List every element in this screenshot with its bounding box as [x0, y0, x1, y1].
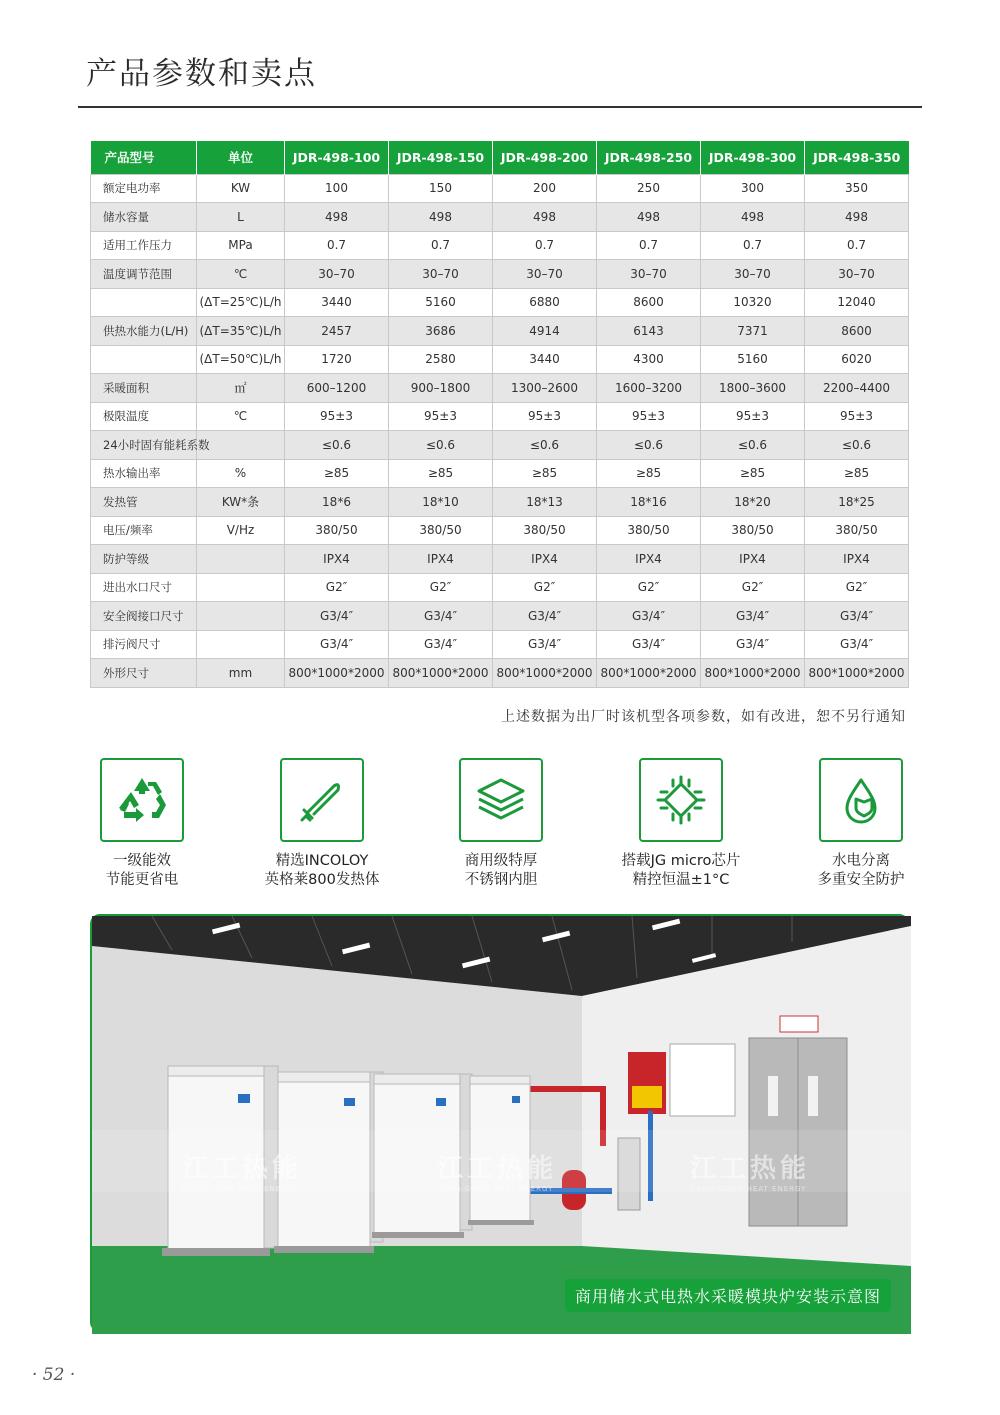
value-cell: 498	[597, 203, 701, 232]
value-cell: ≥85	[493, 459, 597, 488]
value-cell: G3/4″	[805, 630, 909, 659]
value-cell: 18*13	[493, 488, 597, 517]
param-name-cell: 安全阀接口尺寸	[91, 602, 197, 631]
value-cell: 800*1000*2000	[493, 659, 597, 688]
feature-sublabel: 英格莱800发热体	[264, 872, 380, 888]
value-cell: 6020	[805, 345, 909, 374]
unit-cell: ℃	[197, 402, 285, 431]
value-cell: 30–70	[597, 260, 701, 289]
value-cell: ≤0.6	[597, 431, 701, 460]
value-cell: ≤0.6	[701, 431, 805, 460]
value-cell: 95±3	[597, 402, 701, 431]
param-name-cell: 发热管	[91, 488, 197, 517]
value-cell: 95±3	[805, 402, 909, 431]
brand-watermark: 江工热能 JIANG GONG HEAT ENERGY	[182, 1154, 303, 1193]
unit-cell	[197, 602, 285, 631]
header-model-250: JDR-498-250	[597, 141, 701, 174]
table-row	[91, 545, 909, 574]
table-row	[91, 402, 909, 431]
heating-element-icon	[280, 758, 364, 842]
param-name-cell: 温度调节范围	[91, 260, 197, 289]
value-cell: G3/4″	[493, 602, 597, 631]
installation-photo	[90, 914, 909, 1332]
value-cell: ≥85	[389, 459, 493, 488]
table-row	[91, 516, 909, 545]
value-cell: 1800–3600	[701, 374, 805, 403]
feature-sublabel: 节能更省电	[105, 872, 179, 888]
header-model-150: JDR-498-150	[389, 141, 493, 174]
unit-cell: (ΔT=50℃)L/h	[197, 345, 285, 374]
value-cell: 30–70	[493, 260, 597, 289]
value-cell: 95±3	[389, 402, 493, 431]
param-name-cell: 适用工作压力	[91, 231, 197, 260]
value-cell: 5160	[701, 345, 805, 374]
param-name-cell: 进出水口尺寸	[91, 573, 197, 602]
value-cell: ≤0.6	[805, 431, 909, 460]
value-cell: 95±3	[493, 402, 597, 431]
value-cell: 800*1000*2000	[805, 659, 909, 688]
value-cell: 380/50	[493, 516, 597, 545]
value-cell: G2″	[389, 573, 493, 602]
header-model: 产品型号	[91, 141, 197, 174]
value-cell: ≥85	[805, 459, 909, 488]
value-cell: ≤0.6	[389, 431, 493, 460]
value-cell: ≥85	[597, 459, 701, 488]
value-cell: G3/4″	[389, 630, 493, 659]
value-cell: G3/4″	[701, 602, 805, 631]
page-number: · 52 ·	[32, 1365, 76, 1385]
header-model-100: JDR-498-100	[285, 141, 389, 174]
value-cell: 3440	[493, 345, 597, 374]
value-cell: 498	[493, 203, 597, 232]
value-cell: 0.7	[805, 231, 909, 260]
table-row	[91, 260, 909, 289]
feature-sublabel: 多重安全防护	[817, 872, 905, 888]
value-cell: 380/50	[389, 516, 493, 545]
header-model-350: JDR-498-350	[805, 141, 909, 174]
table-row	[91, 203, 909, 232]
feature-micro-chip	[601, 758, 761, 890]
value-cell: 4300	[597, 345, 701, 374]
brand-watermark: 江工热能 JIANG GONG HEAT ENERGY	[437, 1154, 558, 1193]
value-cell: 10320	[701, 288, 805, 317]
value-cell: 18*16	[597, 488, 701, 517]
value-cell: ≤0.6	[285, 431, 389, 460]
table-row	[91, 317, 909, 346]
value-cell: 8600	[805, 317, 909, 346]
table-row	[91, 630, 909, 659]
value-cell: 1720	[285, 345, 389, 374]
value-cell: IPX4	[285, 545, 389, 574]
unit-cell: (ΔT=25℃)L/h	[197, 288, 285, 317]
unit-cell: L	[197, 203, 285, 232]
value-cell: G2″	[493, 573, 597, 602]
value-cell: 18*10	[389, 488, 493, 517]
value-cell: 4914	[493, 317, 597, 346]
chip-icon	[639, 758, 723, 842]
param-name-cell: 电压/频率	[91, 516, 197, 545]
value-cell: 380/50	[701, 516, 805, 545]
value-cell: G3/4″	[493, 630, 597, 659]
param-name-cell: 24小时固有能耗系数	[91, 431, 197, 460]
unit-cell	[197, 545, 285, 574]
value-cell: 12040	[805, 288, 909, 317]
unit-cell: mm	[197, 659, 285, 688]
value-cell: 150	[389, 174, 493, 203]
feature-label: 精选INCOLOY	[275, 853, 369, 869]
value-cell: G3/4″	[597, 602, 701, 631]
value-cell: 100	[285, 174, 389, 203]
value-cell: G3/4″	[389, 602, 493, 631]
recycle-icon	[100, 758, 184, 842]
feature-label: 水电分离	[832, 853, 890, 869]
param-name-cell: 防护等级	[91, 545, 197, 574]
table-row	[91, 345, 909, 374]
value-cell: 30–70	[701, 260, 805, 289]
value-cell: ≤0.6	[493, 431, 597, 460]
table-row	[91, 488, 909, 517]
value-cell: 3686	[389, 317, 493, 346]
value-cell: 3440	[285, 288, 389, 317]
value-cell: 0.7	[285, 231, 389, 260]
feature-energy-efficiency	[62, 758, 222, 890]
unit-cell: ℃	[197, 260, 285, 289]
param-name-cell: 储水容量	[91, 203, 197, 232]
title-divider	[78, 106, 922, 108]
value-cell: ≥85	[285, 459, 389, 488]
value-cell: 5160	[389, 288, 493, 317]
feature-stainless-tank	[421, 758, 581, 890]
param-name-cell: 热水输出率	[91, 459, 197, 488]
feature-water-electric-separation	[781, 758, 941, 890]
value-cell: IPX4	[701, 545, 805, 574]
value-cell: 498	[285, 203, 389, 232]
value-cell: IPX4	[389, 545, 493, 574]
value-cell: 200	[493, 174, 597, 203]
value-cell: 250	[597, 174, 701, 203]
value-cell: 18*25	[805, 488, 909, 517]
value-cell: 30–70	[285, 260, 389, 289]
header-model-200: JDR-498-200	[493, 141, 597, 174]
value-cell: 18*6	[285, 488, 389, 517]
layers-icon	[459, 758, 543, 842]
value-cell: 498	[389, 203, 493, 232]
value-cell: 800*1000*2000	[285, 659, 389, 688]
value-cell: 0.7	[389, 231, 493, 260]
param-name-cell	[91, 345, 197, 374]
value-cell: 0.7	[597, 231, 701, 260]
table-row	[91, 602, 909, 631]
param-name-cell: 额定电功率	[91, 174, 197, 203]
value-cell: G3/4″	[701, 630, 805, 659]
value-cell: 900–1800	[389, 374, 493, 403]
value-cell: 350	[805, 174, 909, 203]
value-cell: ≥85	[701, 459, 805, 488]
param-name-cell: 排污阀尺寸	[91, 630, 197, 659]
table-row	[91, 231, 909, 260]
value-cell: 380/50	[597, 516, 701, 545]
value-cell: 0.7	[701, 231, 805, 260]
unit-cell	[197, 573, 285, 602]
table-row	[91, 431, 909, 460]
feature-label: 一级能效	[113, 853, 171, 869]
feature-incoloy-heater	[242, 758, 402, 890]
table-row	[91, 288, 909, 317]
feature-sublabel: 精控恒温±1°C	[632, 872, 730, 888]
unit-cell: ㎡	[197, 374, 285, 403]
value-cell: 6880	[493, 288, 597, 317]
value-cell: 8600	[597, 288, 701, 317]
value-cell: 1300–2600	[493, 374, 597, 403]
disclaimer-note: 上述数据为出厂时该机型各项参数，如有改进，恕不另行通知	[501, 709, 906, 725]
unit-cell: (ΔT=35℃)L/h	[197, 317, 285, 346]
value-cell: 380/50	[285, 516, 389, 545]
value-cell: 30–70	[389, 260, 493, 289]
spec-table	[90, 141, 909, 688]
header-unit: 单位	[197, 141, 285, 174]
photo-caption: 商用储水式电热水采暖模块炉安装示意图	[565, 1279, 891, 1312]
value-cell: G3/4″	[597, 630, 701, 659]
value-cell: 2580	[389, 345, 493, 374]
value-cell: 380/50	[805, 516, 909, 545]
value-cell: 1600–3200	[597, 374, 701, 403]
table-row	[91, 459, 909, 488]
value-cell: 300	[701, 174, 805, 203]
table-row	[91, 174, 909, 203]
value-cell: G2″	[805, 573, 909, 602]
value-cell: IPX4	[597, 545, 701, 574]
table-row	[91, 573, 909, 602]
value-cell: G2″	[597, 573, 701, 602]
table-header-row	[91, 141, 909, 174]
value-cell: 2457	[285, 317, 389, 346]
value-cell: 18*20	[701, 488, 805, 517]
value-cell: 600–1200	[285, 374, 389, 403]
table-row	[91, 659, 909, 688]
value-cell: G3/4″	[285, 630, 389, 659]
water-shield-icon	[819, 758, 903, 842]
value-cell: IPX4	[805, 545, 909, 574]
value-cell: 95±3	[285, 402, 389, 431]
value-cell: G3/4″	[285, 602, 389, 631]
value-cell: 800*1000*2000	[701, 659, 805, 688]
value-cell: IPX4	[493, 545, 597, 574]
param-name-cell	[91, 288, 197, 317]
value-cell: 6143	[597, 317, 701, 346]
value-cell: 30–70	[805, 260, 909, 289]
param-name-cell: 极限温度	[91, 402, 197, 431]
value-cell: G2″	[701, 573, 805, 602]
unit-cell: %	[197, 459, 285, 488]
unit-cell	[197, 630, 285, 659]
unit-cell: V/Hz	[197, 516, 285, 545]
value-cell: 498	[805, 203, 909, 232]
value-cell: 800*1000*2000	[597, 659, 701, 688]
unit-cell: KW	[197, 174, 285, 203]
header-model-300: JDR-498-300	[701, 141, 805, 174]
param-name-cell: 供热水能力(L/H)	[91, 317, 197, 346]
value-cell: 498	[701, 203, 805, 232]
unit-cell: KW*条	[197, 488, 285, 517]
page-title: 产品参数和卖点	[86, 56, 317, 92]
brand-watermark: 江工热能 JIANG GONG HEAT ENERGY	[690, 1154, 811, 1193]
feature-label: 商用级特厚	[464, 853, 538, 869]
value-cell: 2200–4400	[805, 374, 909, 403]
unit-cell: MPa	[197, 231, 285, 260]
table-row	[91, 374, 909, 403]
value-cell: G2″	[285, 573, 389, 602]
param-name-cell: 采暖面积	[91, 374, 197, 403]
value-cell: 0.7	[493, 231, 597, 260]
value-cell: 95±3	[701, 402, 805, 431]
value-cell: 800*1000*2000	[389, 659, 493, 688]
feature-label: 搭载JG micro芯片	[621, 853, 741, 869]
feature-sublabel: 不锈钢内胆	[464, 872, 538, 888]
value-cell: 7371	[701, 317, 805, 346]
param-name-cell: 外形尺寸	[91, 659, 197, 688]
value-cell: G3/4″	[805, 602, 909, 631]
